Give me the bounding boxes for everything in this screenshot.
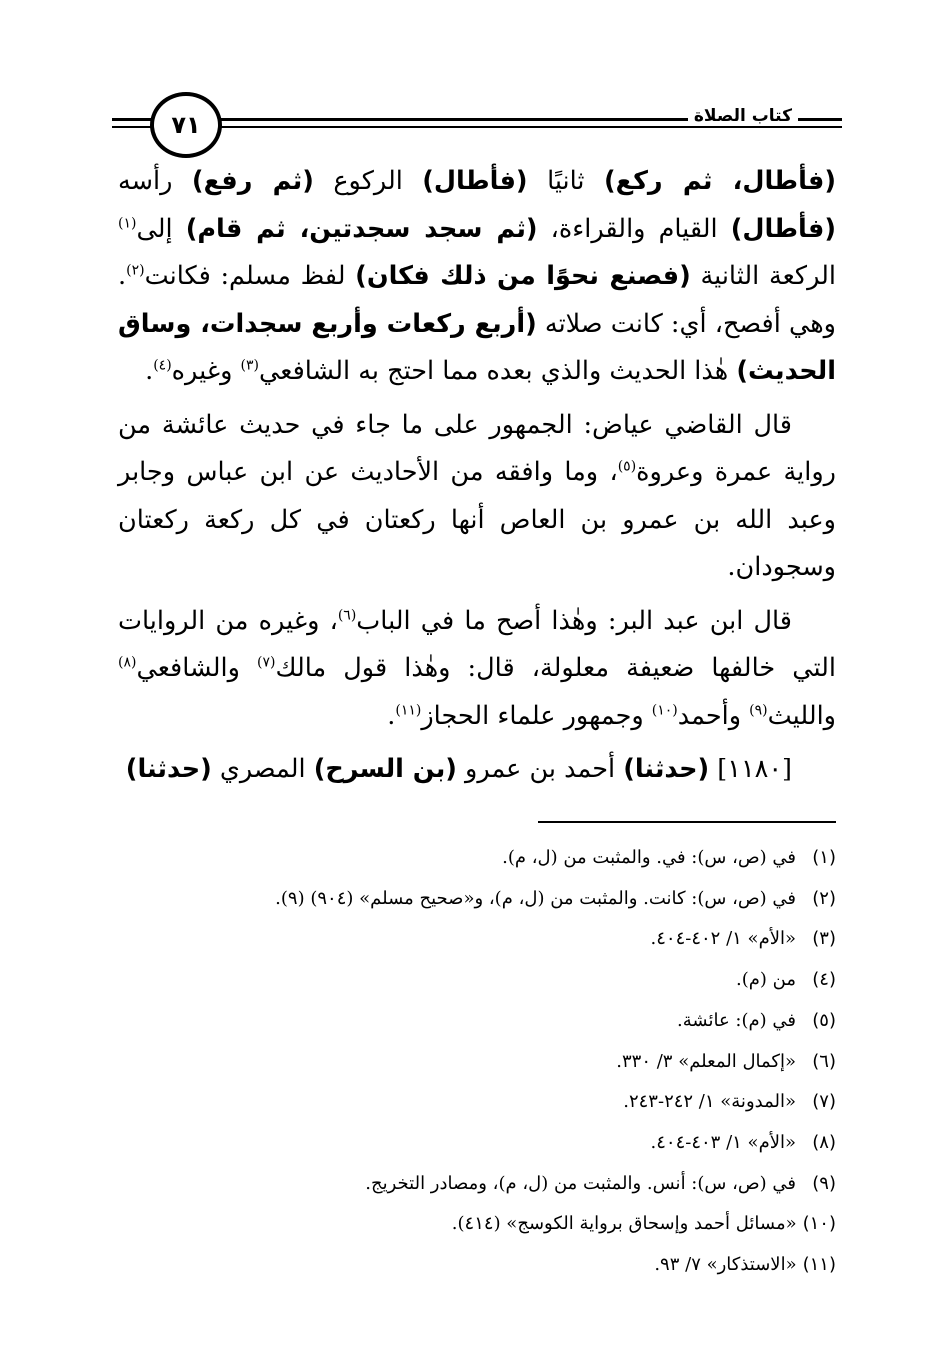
matn-text: (بن السرح)	[313, 754, 457, 784]
page-number: ٧١	[150, 92, 222, 158]
footnote-number: (٥)	[812, 1009, 836, 1031]
footnote-item	[118, 1245, 836, 1286]
commentary-text: هٰذا الحديث والذي بعده مما احتج به الشافعي	[259, 356, 737, 386]
commentary-text: .	[145, 356, 154, 386]
matn-text: (حدثنا)	[125, 754, 212, 784]
footnote-number: (١)	[812, 847, 836, 868]
commentary-text: ، وما وافقه من الأحاديث عن ابن عباس وجابر وعبد الله بن عمرو بن العاص أنها ركعتان في كل ركعة ركعتان وسجودان.	[118, 457, 836, 582]
running-title: كتاب الصلاة	[688, 106, 798, 126]
footnote-ref[interactable]: (١٠)	[651, 702, 678, 718]
matn-text: (فأطال)	[730, 213, 836, 244]
footnote-item	[118, 1164, 836, 1205]
footnote-separator	[538, 821, 836, 823]
footnote-ref[interactable]: (١)	[118, 215, 137, 231]
commentary-text: لفظ مسلم: فكانت	[144, 261, 356, 291]
footnote-text: «الأم» ١/ ٤٠٢-٤٠٤.	[650, 928, 796, 950]
page-header	[112, 88, 842, 168]
commentary-text: القيام والقراءة،	[537, 213, 731, 244]
commentary-text: ثانيًا	[527, 166, 604, 196]
commentary-text: .	[387, 700, 396, 731]
footnote-number: (٨)	[812, 1131, 836, 1153]
footnote-item	[118, 1042, 836, 1083]
footnote-number: (١٠)	[802, 1213, 836, 1235]
footnote-ref[interactable]: (٥)	[617, 458, 637, 475]
footnote-ref[interactable]: (٨)	[118, 654, 137, 671]
footnote-ref[interactable]: (٦)	[337, 607, 357, 623]
matn-text: (ثم رفع)	[191, 166, 314, 196]
footnote-item	[118, 879, 836, 920]
footnote-ref[interactable]: (٣)	[240, 357, 260, 374]
footnote-text: «إكمال المعلم» ٣/ ٣٣٠.	[616, 1050, 796, 1072]
commentary-text: الركعة الثانية	[690, 261, 836, 291]
commentary-text: . وهي أفصح، أي: كانت صلاته	[118, 261, 836, 339]
footnote-number: (٢)	[812, 887, 836, 909]
footnote-text: في (ص، س): أنس. والمثبت من (ل، م)، ومصادر التخريج.	[365, 1172, 796, 1194]
paragraph-2	[118, 402, 836, 592]
paragraph-1	[118, 158, 836, 396]
footnote-ref[interactable]: (٧)	[257, 654, 276, 671]
commentary-text: الركوع	[313, 166, 423, 196]
footnote-item	[118, 1123, 836, 1164]
commentary-text: والشافعي	[136, 653, 257, 683]
commentary-text: المصري	[211, 754, 314, 784]
matn-text: (حدثنا)	[623, 754, 710, 784]
paragraph-4	[118, 746, 836, 794]
footnote-item	[118, 960, 836, 1001]
footnote-text: «الاستذكار» ٧/ ٩٣.	[654, 1254, 797, 1276]
commentary-text: وغيره	[171, 356, 241, 386]
footnote-text: «الأم» ١/ ٤٠٣-٤٠٤.	[650, 1131, 796, 1153]
commentary-text: أحمد بن عمرو	[456, 754, 624, 784]
footnote-item	[118, 838, 836, 879]
hadith-number: [١١٨٠]	[709, 754, 792, 784]
commentary-text: ، وغيره من الروايات التي خالفها ضعيفة معلولة، قال: وهٰذا قول مالك	[118, 605, 836, 683]
commentary-text: وأحمد	[677, 700, 750, 731]
matn-text: (فأطال)	[422, 166, 528, 196]
footnote-item	[118, 1001, 836, 1042]
footnote-text: في (ص، س): كانت. والمثبت من (ل، م)، و«صحيح مسلم» (٩٠٤) (٩).	[275, 887, 796, 909]
commentary-text: قال القاضي عياض: الجمهور على ما جاء في حديث عائشة من رواية عمرة وعروة	[118, 409, 836, 487]
paragraph-3	[118, 598, 836, 741]
commentary-text: والليث	[767, 700, 836, 731]
footnote-number: (٦)	[812, 1050, 836, 1072]
footnote-text: «مسائل أحمد وإسحاق برواية الكوسج» (٤١٤).	[451, 1213, 797, 1235]
footnote-ref[interactable]: (١١)	[395, 702, 422, 718]
matn-text: (أربع ركعات وأربع سجدات، وساق الحديث)	[118, 308, 836, 386]
footnote-ref[interactable]: (٢)	[126, 262, 145, 279]
footnotes-list	[118, 838, 836, 1286]
footnote-item	[118, 1082, 836, 1123]
commentary-text: إلى	[136, 213, 186, 244]
commentary-text: رأسه	[118, 166, 192, 196]
main-text	[118, 158, 836, 794]
footnote-number: (٩)	[812, 1172, 836, 1194]
footnote-number: (٧)	[812, 1091, 836, 1113]
commentary-text: قال ابن عبد البر: وهٰذا أصح ما في الباب	[356, 605, 792, 636]
footnote-number: (١١)	[802, 1254, 836, 1276]
matn-text: (ثم سجد سجدتين، ثم قام)	[185, 213, 538, 244]
footnote-text: في (ص، س): في. والمثبت من (ل، م).	[502, 847, 796, 868]
footnote-text: «المدونة» ١/ ٢٤٢-٢٤٣.	[623, 1091, 796, 1113]
commentary-text: وجمهور علماء الحجاز	[421, 700, 652, 731]
footnote-ref[interactable]: (٩)	[749, 702, 768, 718]
matn-text: (فصنع نحوًا من ذلك فكان)	[355, 261, 691, 291]
footnote-item	[118, 1204, 836, 1245]
footnote-text: في (م): عائشة.	[677, 1009, 796, 1031]
footnote-item	[118, 919, 836, 960]
matn-text: (فأطال، ثم ركع)	[604, 166, 836, 196]
footnote-number: (٤)	[812, 969, 836, 991]
footnote-text: من (م).	[736, 969, 796, 991]
footnote-ref[interactable]: (٤)	[153, 357, 172, 374]
footnote-number: (٣)	[812, 928, 836, 950]
